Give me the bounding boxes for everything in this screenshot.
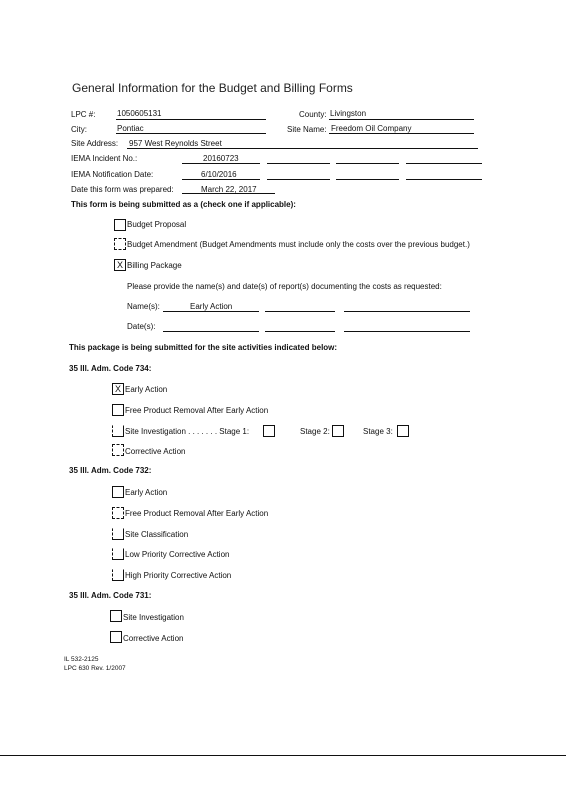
activities-heading: This package is being submitted for the site activities indicated below: <box>69 343 338 352</box>
billing-package-label: Billing Package <box>127 261 182 270</box>
iema-date-label: IEMA Notification Date: <box>71 170 154 179</box>
734-free-product-checkbox[interactable] <box>112 404 124 416</box>
form-number: IL 532-2125 <box>64 656 99 663</box>
code-732-heading: 35 Ill. Adm. Code 732: <box>69 466 152 475</box>
prepared-label: Date this form was prepared: <box>71 185 174 194</box>
names-value[interactable]: Early Action <box>190 302 233 311</box>
dates-underline-2[interactable] <box>265 331 335 332</box>
734-stage2-checkbox[interactable] <box>332 425 344 437</box>
billing-package-checkbox[interactable]: X <box>114 259 126 271</box>
lpc-underline <box>116 119 266 120</box>
prepared-underline <box>182 193 275 194</box>
732-high-priority-label: High Priority Corrective Action <box>125 571 232 580</box>
dates-underline-1[interactable] <box>163 331 259 332</box>
page-divider <box>0 755 566 756</box>
732-early-action-label: Early Action <box>125 488 168 497</box>
734-corrective-action-label: Corrective Action <box>125 447 186 456</box>
budget-proposal-checkbox[interactable] <box>114 219 126 231</box>
form-revision: LPC 630 Rev. 1/2007 <box>64 665 126 672</box>
iema-date-value[interactable]: 6/10/2016 <box>201 170 237 179</box>
732-site-classification-checkbox[interactable] <box>112 528 124 540</box>
iema-date-underline-1 <box>182 179 260 180</box>
prepared-value[interactable]: March 22, 2017 <box>201 185 257 194</box>
site-name-value[interactable]: Freedom Oil Company <box>331 124 412 133</box>
732-low-priority-label: Low Priority Corrective Action <box>125 550 230 559</box>
provide-reports-text: Please provide the name(s) and date(s) of report(s) documenting the costs as requested: <box>127 282 442 291</box>
names-label: Name(s): <box>127 302 160 311</box>
budget-proposal-label: Budget Proposal <box>127 220 187 229</box>
732-high-priority-checkbox[interactable] <box>112 569 124 581</box>
731-site-investigation-label: Site Investigation <box>123 613 184 622</box>
budget-amendment-label: Budget Amendment (Budget Amendments must include only the costs over the previous budget.) <box>127 240 470 249</box>
iema-date-underline-2 <box>267 179 330 180</box>
site-name-label: Site Name: <box>287 125 327 134</box>
732-low-priority-checkbox[interactable] <box>112 548 124 560</box>
734-early-action-label: Early Action <box>125 385 168 394</box>
city-underline <box>116 133 266 134</box>
iema-incident-value[interactable]: 20160723 <box>203 154 239 163</box>
names-underline-1 <box>163 311 259 312</box>
734-early-action-checkbox[interactable]: X <box>112 383 124 395</box>
734-corrective-action-checkbox[interactable] <box>112 444 124 456</box>
county-label: County: <box>299 110 327 119</box>
code-731-heading: 35 Ill. Adm. Code 731: <box>69 591 152 600</box>
county-underline <box>329 119 474 120</box>
iema-incident-label: IEMA Incident No.: <box>71 154 138 163</box>
site-address-label: Site Address: <box>71 139 119 148</box>
732-free-product-label: Free Product Removal After Early Action <box>125 509 269 518</box>
site-address-value[interactable]: 957 West Reynolds Street <box>129 139 222 148</box>
city-value[interactable]: Pontiac <box>117 124 144 133</box>
731-corrective-action-label: Corrective Action <box>123 634 184 643</box>
dates-underline-3[interactable] <box>344 331 470 332</box>
731-corrective-action-checkbox[interactable] <box>110 631 122 643</box>
lpc-label: LPC #: <box>71 110 96 119</box>
page-title: General Information for the Budget and Billing Forms <box>72 81 353 95</box>
734-free-product-label: Free Product Removal After Early Action <box>125 406 269 415</box>
734-stage3-checkbox[interactable] <box>397 425 409 437</box>
734-stage3-label: Stage 3: <box>363 427 393 436</box>
iema-incident-underline-4 <box>406 163 482 164</box>
iema-date-underline-4 <box>406 179 482 180</box>
iema-incident-underline-2 <box>267 163 330 164</box>
submission-heading: This form is being submitted as a (check one if applicable): <box>71 200 296 209</box>
732-free-product-checkbox[interactable] <box>112 507 124 519</box>
734-stage1-checkbox[interactable] <box>263 425 275 437</box>
site-name-underline <box>329 133 474 134</box>
734-site-investigation-checkbox[interactable] <box>112 425 124 437</box>
734-stage2-label: Stage 2: <box>300 427 330 436</box>
731-site-investigation-checkbox[interactable] <box>110 610 122 622</box>
code-734-heading: 35 Ill. Adm. Code 734: <box>69 364 152 373</box>
county-value[interactable]: Livingston <box>330 109 367 118</box>
names-underline-2 <box>265 311 335 312</box>
iema-incident-underline-1 <box>182 163 260 164</box>
734-site-investigation-label: Site Investigation . . . . . . . Stage 1: <box>125 427 250 436</box>
dates-label: Date(s): <box>127 322 156 331</box>
iema-incident-underline-3 <box>336 163 399 164</box>
site-address-underline <box>127 148 478 149</box>
city-label: City: <box>71 125 87 134</box>
budget-amendment-checkbox[interactable] <box>114 238 126 250</box>
names-underline-3 <box>344 311 470 312</box>
iema-date-underline-3 <box>336 179 399 180</box>
732-early-action-checkbox[interactable] <box>112 486 124 498</box>
lpc-value[interactable]: 1050605131 <box>117 109 162 118</box>
732-site-classification-label: Site Classification <box>125 530 189 539</box>
